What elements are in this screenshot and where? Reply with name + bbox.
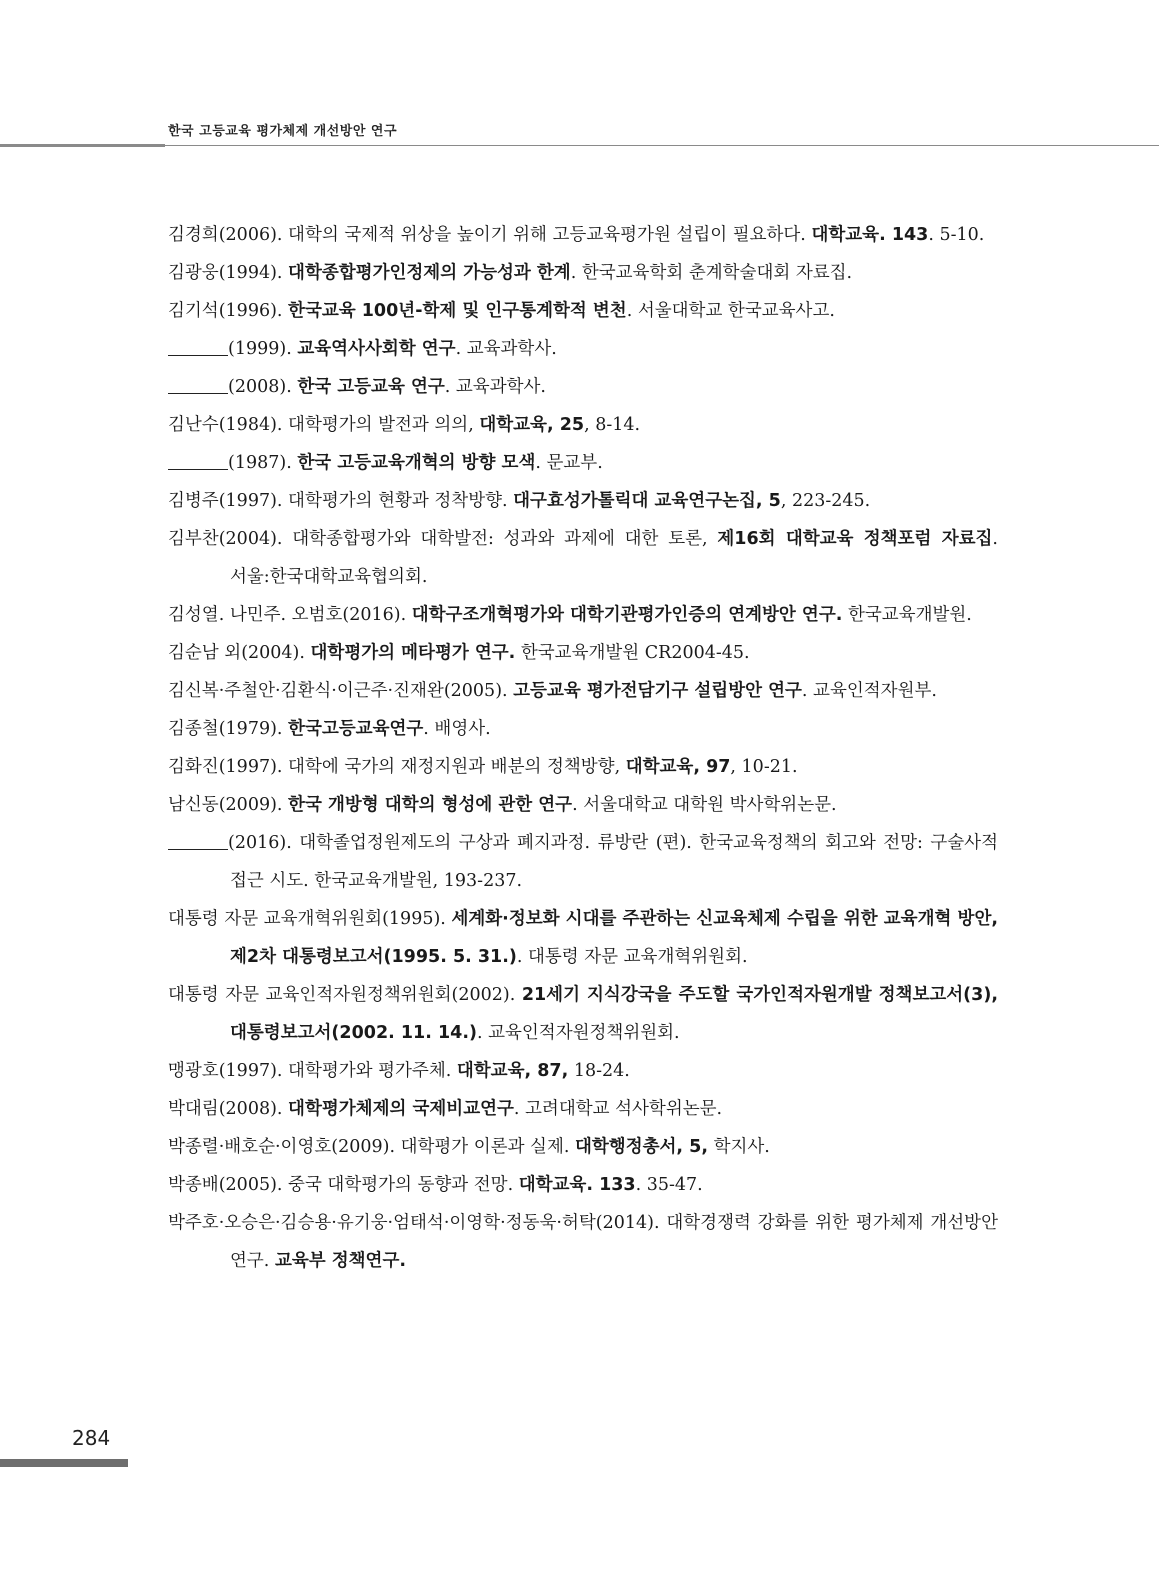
reference-text: (1997). 대학에 국가의 재정지원과 배분의 정책방향,	[218, 757, 626, 777]
reference-text: (1996).	[218, 301, 289, 321]
reference-source-title: 한국교육 100년-학제 및 인구통계학적 변천	[288, 301, 627, 321]
reference-entry	[168, 710, 998, 748]
reference-publication: . 교육과학사.	[455, 339, 557, 359]
reference-source-title: 대학행정총서, 5,	[575, 1137, 708, 1157]
reference-source-title: 대학평가체제의 국제비교연구	[288, 1099, 514, 1119]
reference-source-title: 대학교육, 87,	[456, 1061, 569, 1081]
reference-text: (2009). 대학평가 이론과 실제.	[331, 1137, 575, 1157]
reference-publication: . 대통령 자문 교육개혁위원회.	[516, 947, 748, 967]
reference-source-title: 대학교육, 25	[479, 415, 585, 435]
reference-author: 맹광호	[168, 1061, 219, 1081]
reference-author: 김기석	[168, 301, 219, 321]
reference-entry	[168, 672, 998, 710]
reference-source-title: 대학종합평가인정제의 가능성과 한계	[288, 263, 571, 283]
reference-author: 대통령 자문 교육인적자원정책위원회	[168, 985, 452, 1005]
reference-source-title: 제16회 대학교육 정책포럼 자료집	[717, 529, 993, 549]
reference-source-title: 세계화·정보화 시대를 주관하는 신교육체제 수립을 위한 교육개혁 방안, 제2차 대통령보고서(1995. 5. 31.)	[230, 909, 998, 967]
reference-source-title: 대학교육, 97	[625, 757, 731, 777]
reference-author: 김경희	[168, 225, 219, 245]
reference-author: 남신동	[168, 795, 219, 815]
reference-publication: 한국교육개발원 CR2004-45.	[515, 643, 750, 663]
reference-entry	[168, 520, 998, 596]
reference-text: (2008).	[218, 1099, 289, 1119]
reference-source-title: 한국 고등교육 연구	[297, 377, 445, 397]
header-rule-thick	[0, 144, 165, 147]
reference-text: (2002).	[451, 985, 522, 1005]
reference-list	[168, 216, 998, 1280]
reference-author: 김순남 외	[168, 643, 242, 663]
reference-text: (1994).	[218, 263, 289, 283]
reference-author: 김난수	[168, 415, 219, 435]
reference-publication: . 한국교육학회 춘계학술대회 자료집.	[570, 263, 853, 283]
reference-entry	[168, 1166, 998, 1204]
reference-source-title: 한국고등교육연구	[288, 719, 424, 739]
reference-entry	[168, 900, 998, 976]
reference-source-title: 한국 고등교육개혁의 방향 모색	[297, 453, 536, 473]
reference-text: (2006). 대학의 국제적 위상을 높이기 위해 고등교육평가원 설립이 필요하다.	[218, 225, 812, 245]
reference-text: (1987).	[228, 453, 298, 473]
reference-entry	[168, 444, 998, 482]
reference-publication: . 교육과학사.	[444, 377, 546, 397]
reference-publication: 학지사.	[708, 1137, 770, 1157]
reference-source-title: 대학구조개혁평가와 대학기관평가인증의 연계방안 연구.	[411, 605, 843, 625]
header-rule-thin	[165, 145, 1159, 146]
reference-source-title: 21세기 지식강국을 주도할 국가인적자원개발 정책보고서(3), 대통령보고서(2002. 11. 14.)	[230, 985, 998, 1043]
reference-publication: , 10-21.	[730, 757, 798, 777]
reference-author: 김병주	[168, 491, 219, 511]
reference-author: 박대림	[168, 1099, 219, 1119]
footer-rule	[0, 1459, 128, 1467]
reference-text: (2008).	[228, 377, 298, 397]
reference-entry	[168, 482, 998, 520]
reference-source-title: 교육부 정책연구.	[274, 1251, 407, 1271]
reference-text: (2016). 대학졸업정원제도의 구상과 폐지과정. 류방란 (편). 한국교육정책의 회고와 전망: 구술사적 접근 시도. 한국교육개발원, 193-237.	[228, 833, 998, 891]
reference-publication: . 35-47.	[635, 1175, 703, 1195]
page-number: 284	[72, 1426, 111, 1450]
reference-source-title: 고등교육 평가전담기구 설립방안 연구	[513, 681, 802, 701]
reference-publication: . 교육인적자원정책위원회.	[476, 1023, 680, 1043]
reference-entry	[168, 1052, 998, 1090]
reference-entry	[168, 748, 998, 786]
reference-entry	[168, 1128, 998, 1166]
reference-entry	[168, 976, 998, 1052]
reference-author: 박종배	[168, 1175, 219, 1195]
reference-entry	[168, 786, 998, 824]
reference-publication: . 문교부.	[535, 453, 603, 473]
reference-publication: . 고려대학교 석사학위논문.	[513, 1099, 723, 1119]
reference-author: 김종철	[168, 719, 219, 739]
reference-author: 김신복·주철안·김환식·이근주·진재완	[168, 681, 444, 701]
reference-source-title: 교육역사사회학 연구	[297, 339, 456, 359]
reference-source-title: 대학교육. 133	[518, 1175, 636, 1195]
reference-publication: . 5-10.	[928, 225, 985, 245]
reference-entry	[168, 330, 998, 368]
same-author-line	[168, 338, 228, 357]
reference-publication: . 서울대학교 한국교육사고.	[626, 301, 835, 321]
reference-author: 박종렬·배호순·이영호	[168, 1137, 332, 1157]
reference-text: (1997). 대학평가의 현황과 정착방향.	[218, 491, 514, 511]
reference-source-title: 한국 개방형 대학의 형성에 관한 연구	[288, 795, 573, 815]
reference-text: (2009).	[218, 795, 289, 815]
reference-source-title: 대학교육. 143	[811, 225, 929, 245]
reference-publication: . 교육인적자원부.	[801, 681, 937, 701]
reference-publication: . 배영사.	[423, 719, 491, 739]
same-author-line	[168, 376, 228, 395]
reference-text: (1995).	[382, 909, 452, 929]
reference-entry	[168, 1204, 998, 1280]
same-author-line	[168, 452, 228, 471]
reference-text: (2005). 중국 대학평가의 동향과 전망.	[218, 1175, 519, 1195]
reference-text: (2016).	[342, 605, 412, 625]
reference-entry	[168, 824, 998, 900]
reference-entry	[168, 634, 998, 672]
reference-publication: , 8-14.	[584, 415, 641, 435]
running-header: 한국 고등교육 평가체제 개선방안 연구	[168, 124, 398, 139]
reference-text: (2004).	[241, 643, 311, 663]
reference-entry	[168, 216, 998, 254]
reference-text: (1999).	[228, 339, 298, 359]
reference-author: 김광웅	[168, 263, 219, 283]
reference-entry	[168, 292, 998, 330]
same-author-line	[168, 832, 228, 851]
reference-entry	[168, 406, 998, 444]
reference-author: 김성열. 나민주. 오범호	[168, 605, 343, 625]
reference-entry	[168, 1090, 998, 1128]
reference-source-title: 대학평가의 메타평가 연구.	[310, 643, 516, 663]
reference-entry	[168, 368, 998, 406]
reference-text: (1997). 대학평가와 평가주체.	[218, 1061, 457, 1081]
reference-entry	[168, 254, 998, 292]
reference-entry	[168, 596, 998, 634]
reference-author: 박주호·오승은·김승용·유기웅·엄태석·이영학·정동욱·허탁	[168, 1213, 596, 1233]
reference-author: 김부찬	[168, 529, 219, 549]
reference-text: (1984). 대학평가의 발전과 의의,	[218, 415, 480, 435]
reference-author: 대통령 자문 교육개혁위원회	[168, 909, 383, 929]
reference-source-title: 대구효성가톨릭대 교육연구논집, 5	[513, 491, 781, 511]
reference-author: 김화진	[168, 757, 219, 777]
reference-text: (2005).	[443, 681, 514, 701]
reference-publication: . 서울대학교 대학원 박사학위논문.	[572, 795, 837, 815]
reference-publication: , 223-245.	[780, 491, 871, 511]
reference-text: (2004). 대학종합평가와 대학발전: 성과와 과제에 대한 토론,	[218, 529, 718, 549]
reference-publication: . 서울:한국대학교육협의회.	[230, 529, 998, 587]
reference-text: (1979).	[218, 719, 289, 739]
reference-text: (2014). 대학경쟁력 강화를 위한 평가체제 개선방안 연구.	[230, 1213, 998, 1271]
reference-publication: 한국교육개발원.	[842, 605, 972, 625]
reference-publication: 18-24.	[568, 1061, 630, 1081]
